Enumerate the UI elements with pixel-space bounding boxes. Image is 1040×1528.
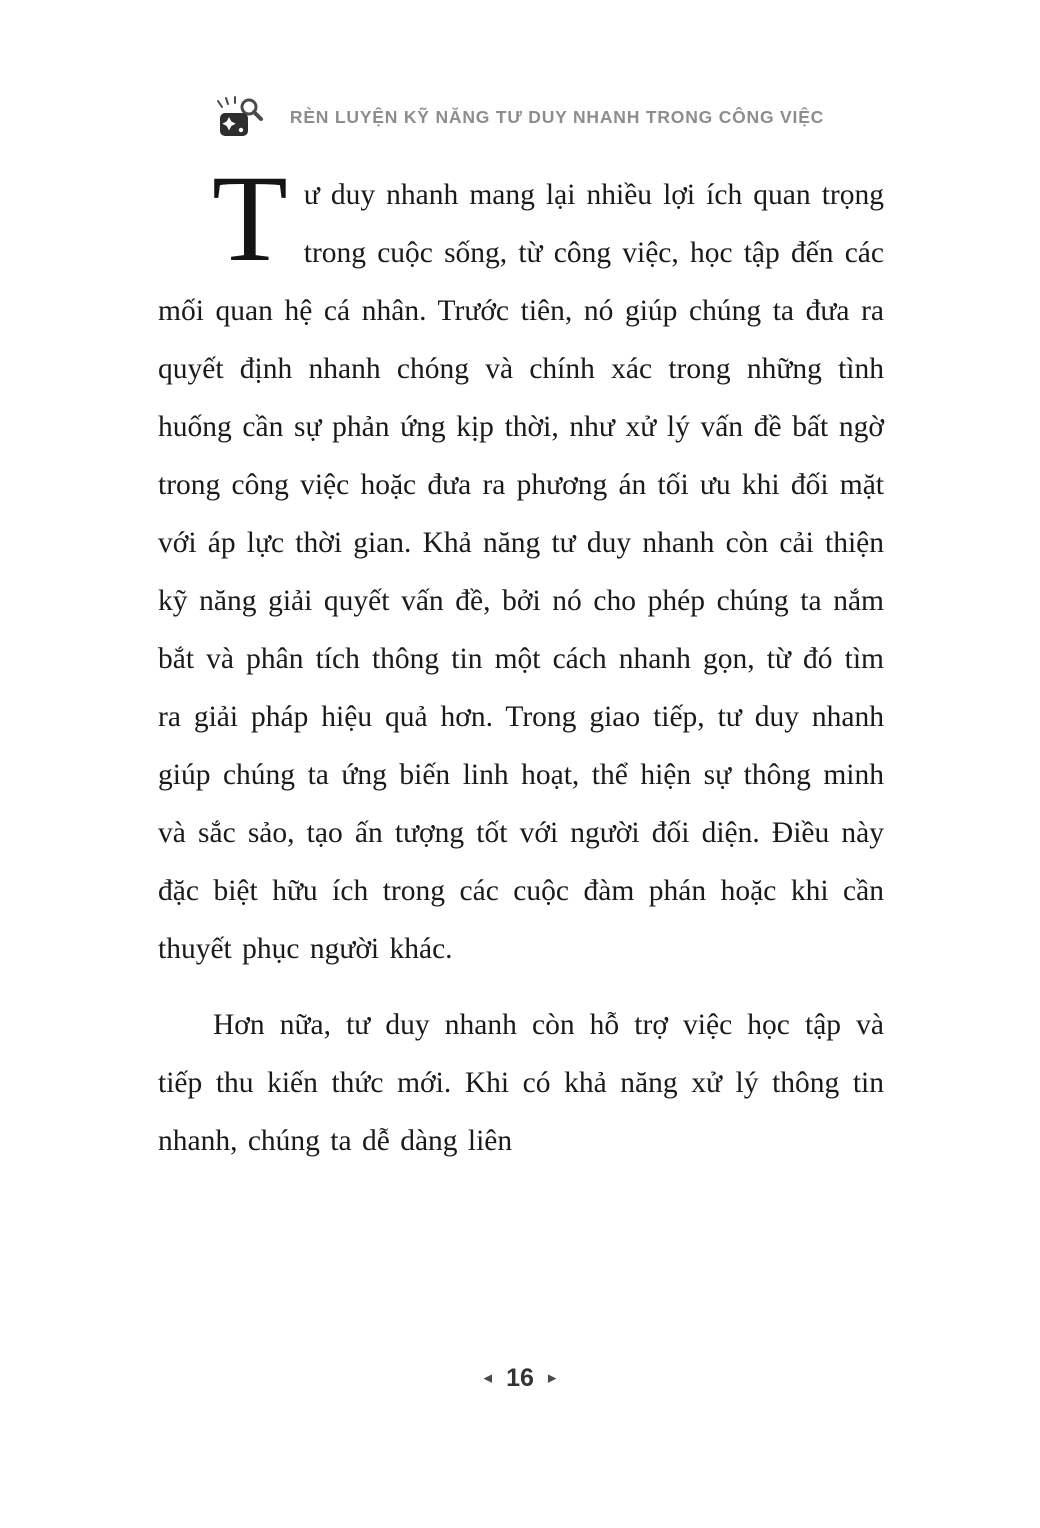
sparkle-box-magnifier-icon [216, 96, 274, 138]
dropcap-letter: T [212, 150, 288, 287]
paragraph-2-text: Hơn nữa, tư duy nhanh còn hỗ trợ việc học tập và tiếp thu kiến thức mới. Khi có khả năng xử lý thông tin nhanh, chúng ta dễ dàng liên [158, 1009, 884, 1157]
next-page-icon: ▸ [547, 1368, 557, 1388]
paragraph-2 [158, 996, 884, 1170]
page-number: 16 [506, 1364, 534, 1392]
paragraph-1 [158, 150, 884, 978]
page-body [158, 150, 884, 1170]
paragraph-1-text: ư duy nhanh mang lại nhiều lợi ích quan trọng trong cuộc sống, từ công việc, học tập đến các mối quan hệ cá nhân. Trước tiên, nó giúp chúng ta đưa ra quyết định nhanh chóng và chính xác trong những tình huống cần sự phản ứng kịp thời, như xử lý vấn đề bất ngờ trong công việc hoặc đưa ra phương án tối ưu khi đối mặt với áp lực thời gian. Khả năng tư duy nhanh còn cải thiện kỹ năng giải quyết vấn đề, bởi nó cho phép chúng ta nắm bắt và phân tích thông tin một cách nhanh gọn, từ đó tìm ra giải pháp hiệu quả hơn. Trong giao tiếp, tư duy nhanh giúp chúng ta ứng biến linh hoạt, thể hiện sự thông minh và sắc sảo, tạo ấn tượng tốt với người đối diện. Điều này đặc biệt hữu ích trong các cuộc đàm phán hoặc khi cần thuyết phục người khác. [158, 179, 884, 965]
running-header-title: RÈN LUYỆN KỸ NĂNG TƯ DUY NHANH TRONG CÔNG VIỆC [289, 106, 825, 127]
page-footer [0, 1366, 1040, 1391]
prev-page-icon: ◂ [483, 1368, 493, 1388]
page-header [0, 96, 1040, 138]
